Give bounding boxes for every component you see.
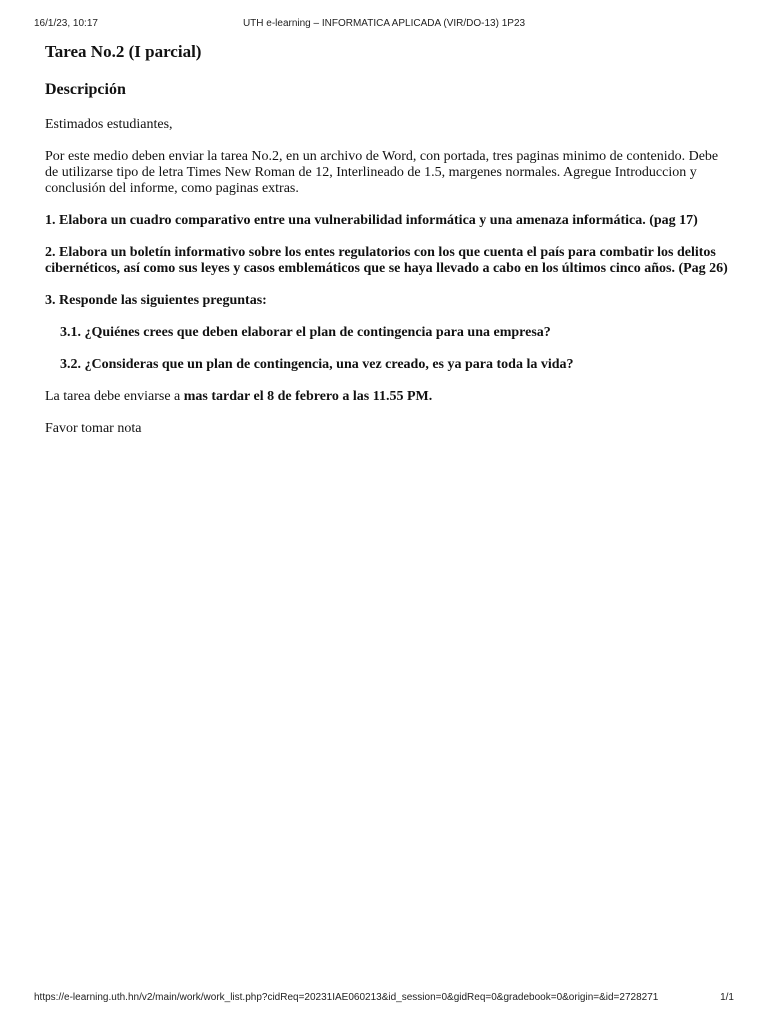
- intro-text: Por este medio deben enviar la tarea No.2, en un archivo de Word, con portada, tres paginas minimo de contenido. Debe de utilizarse tipo de letra Times New Roman de 12, Interlineado de 1.5, margenes normales. Agregue Introduccion y conclusión del informe, como paginas extras.: [45, 149, 719, 196]
- print-url: https://e-learning.uth.hn/v2/main/work/work_list.php?cidReq=20231IAE060213&id_session=0&gidReq=0&gradebook=0&origin=&id=2728271: [34, 992, 659, 1003]
- description-heading: Descripción: [45, 81, 126, 98]
- greeting-text: Estimados estudiantes,: [45, 117, 173, 132]
- deadline-prefix: La tarea debe enviarse a: [45, 389, 184, 404]
- assignment-title: Tarea No.2 (I parcial): [45, 42, 202, 61]
- task-3-1: 3.1. ¿Quiénes crees que deben elaborar el plan de contingencia para una empresa?: [60, 325, 551, 340]
- task-3: 3. Responde las siguientes preguntas:: [45, 293, 267, 308]
- print-footer: [0, 992, 768, 1003]
- task-2: 2. Elabora un boletín informativo sobre los entes regulatorios con los que cuenta el país para combatir los delitos cibernéticos, así como sus leyes y casos emblemáticos que se haya llevado a cabo en los últimos cinco años. (Pag 26): [45, 245, 728, 276]
- deadline-date: mas tardar el 8 de febrero a las 11.55 PM.: [183, 389, 433, 404]
- print-page-title: UTH e-learning – INFORMATICA APLICADA (VIR/DO-13) 1P23: [242, 18, 526, 29]
- task-3-2: 3.2. ¿Consideras que un plan de contingencia, una vez creado, es ya para toda la vida?: [60, 357, 574, 372]
- print-page-number: 1/1: [720, 992, 734, 1003]
- deadline-text: [45, 389, 730, 405]
- assignment-content: [45, 40, 730, 453]
- print-header: [0, 18, 768, 29]
- print-datetime: 16/1/23, 10:17: [34, 18, 98, 29]
- closing-text: Favor tomar nota: [45, 421, 142, 436]
- task-1: 1. Elabora un cuadro comparativo entre una vulnerabilidad informática y una amenaza informática. (pag 17): [45, 213, 698, 228]
